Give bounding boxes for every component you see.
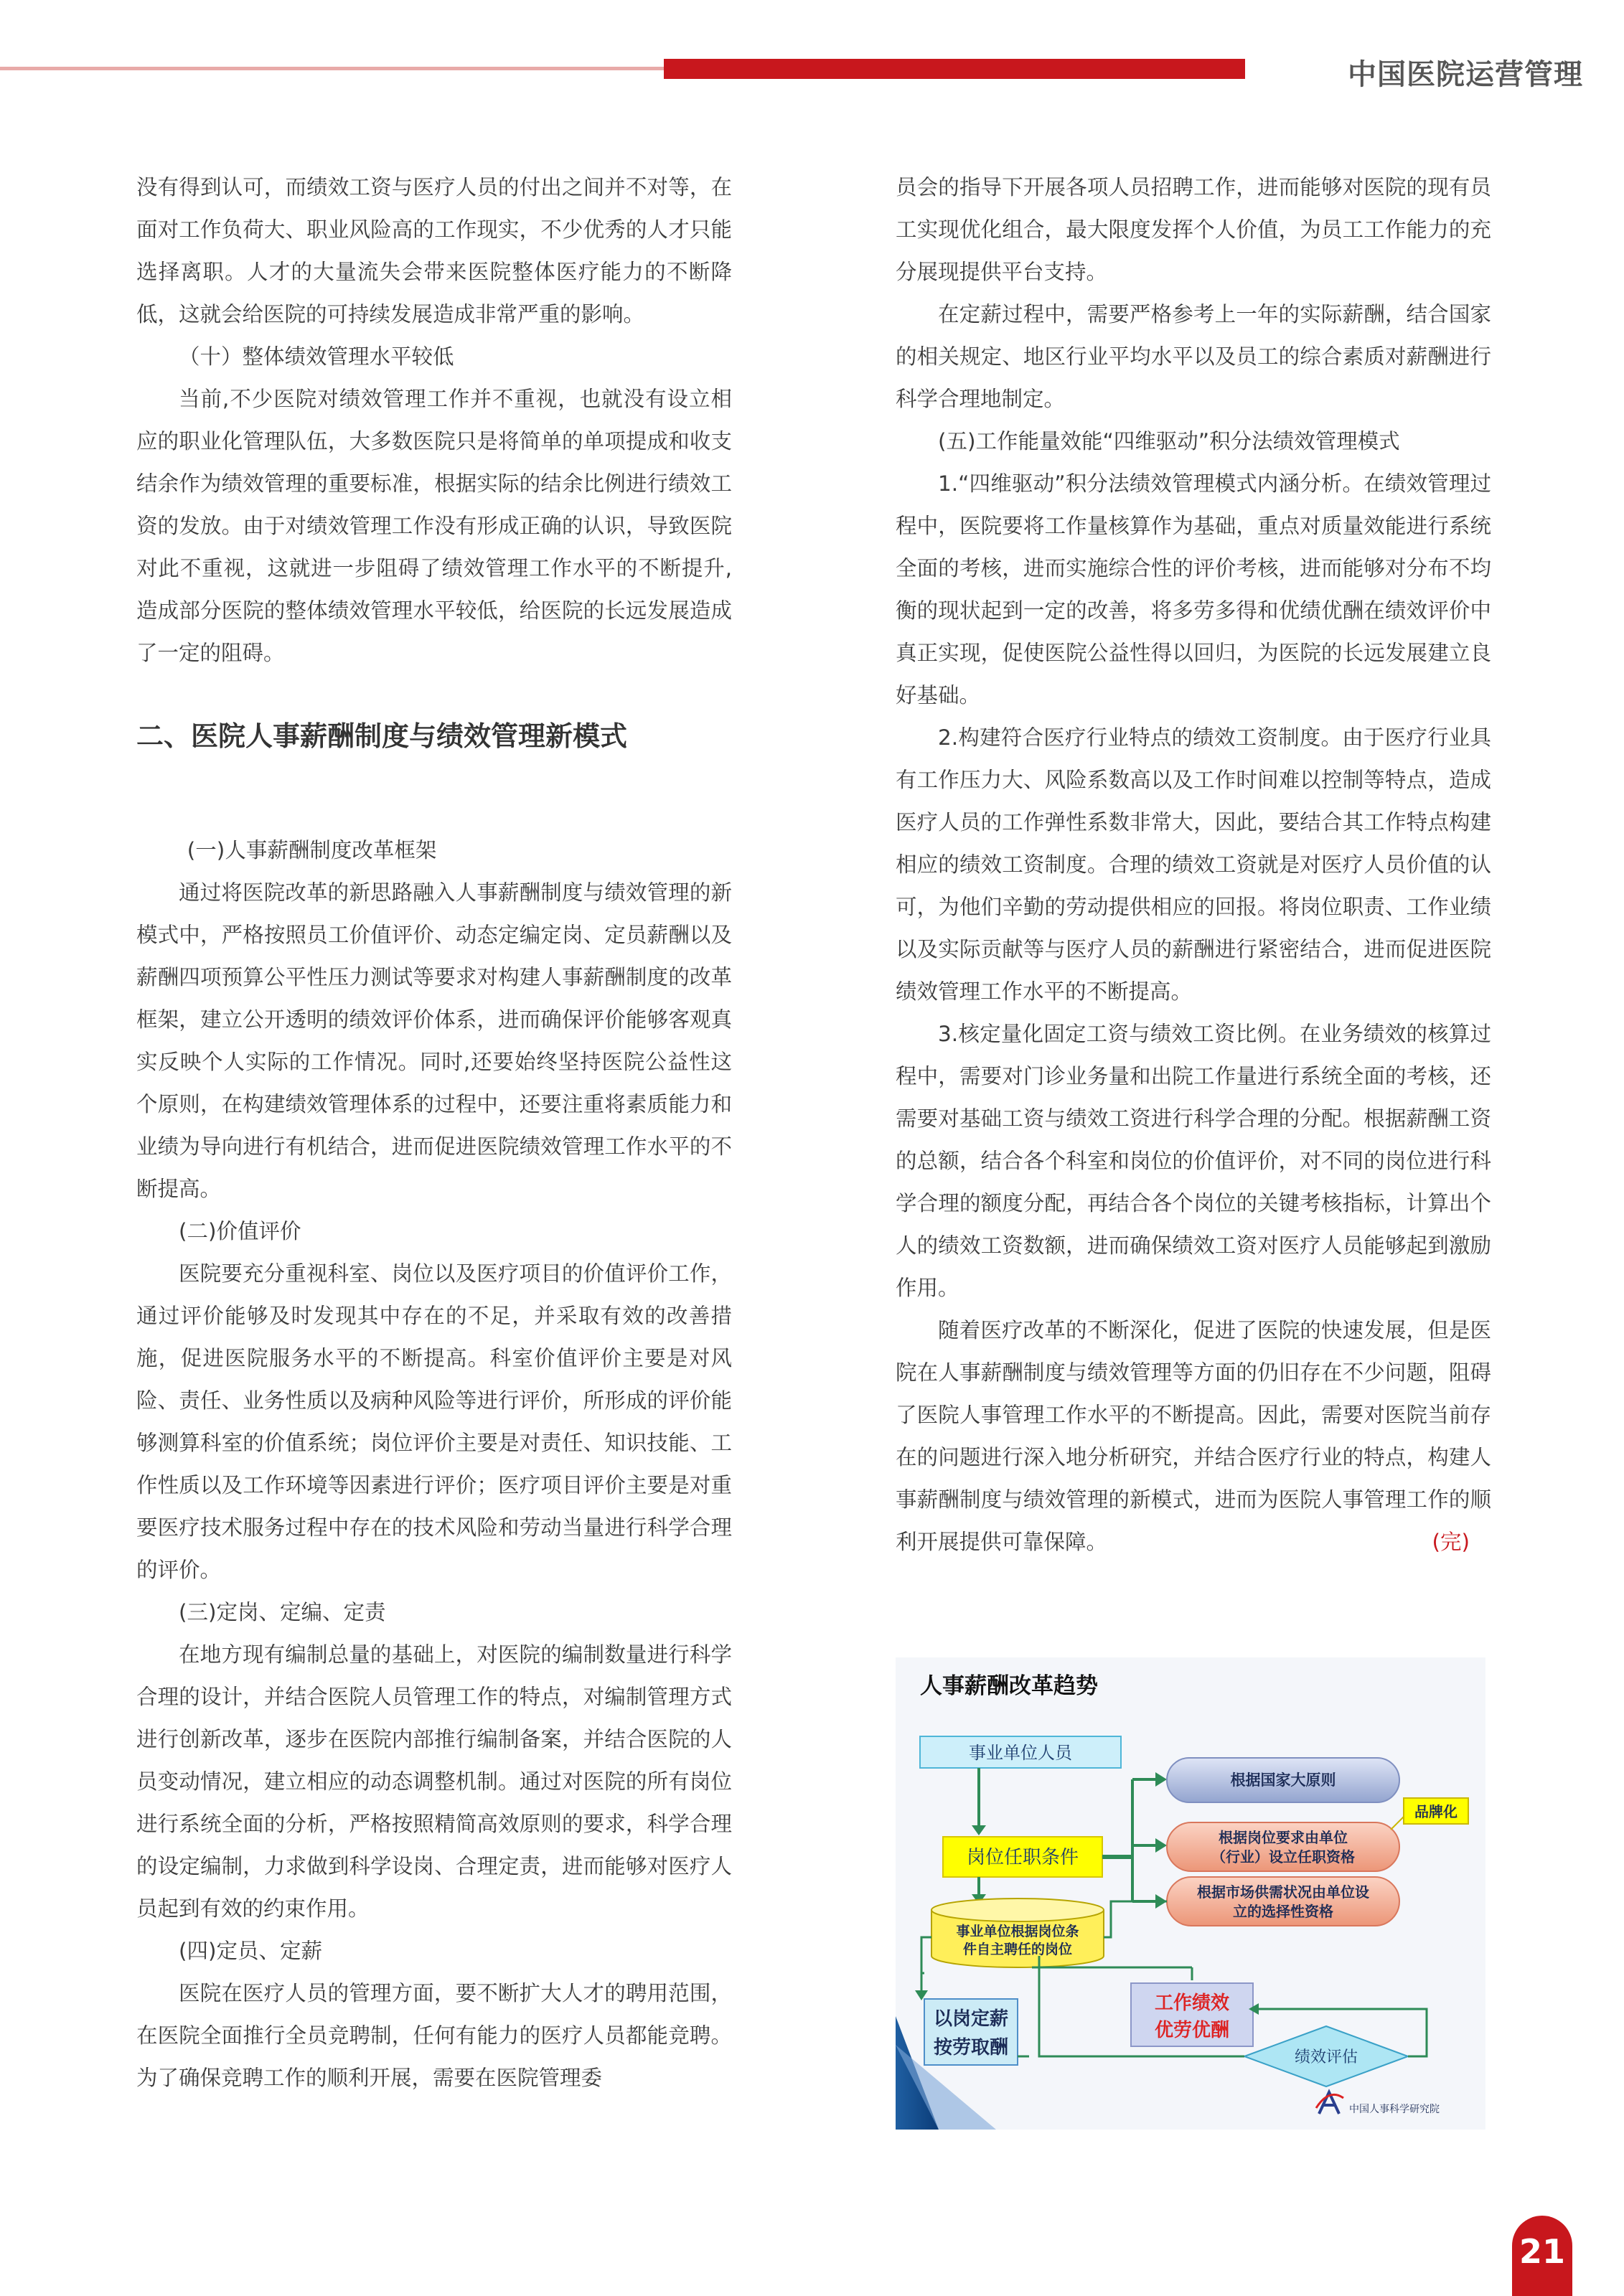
node-position-label-1: 事业单位根据岗位条 xyxy=(956,1924,1079,1939)
paragraph xyxy=(896,1309,1491,1563)
arrowhead xyxy=(1155,1838,1167,1853)
node-market-label-1: 根据市场供需状况由单位设 xyxy=(1197,1883,1369,1901)
paragraph: 当前,不少医院对绩效管理工作并不重视，也就没有设立相应的职业化管理队伍，大多数医院只是将简单的单项提成和收支结余作为绩效管理的重要标准，根据实际的结余比例进行绩效工资的发放。由于对绩效管理工作没有形成正确的认识，导致医院对此不重视，这就进一步阻碍了绩效管理工作水平的不断提升,造成部分医院的整体绩效管理水平较低，给医院的长远发展造成了一定的阻碍。 xyxy=(136,387,732,665)
section-heading: 二、医院人事薪酬制度与绩效管理新模式 xyxy=(136,720,628,752)
arrowhead xyxy=(1155,1772,1167,1787)
paragraph-text: 随着医疗改革的不断深化，促进了医院的快速发展，但是医院在人事薪酬制度与绩效管理等方面的仍旧存在不少问题，阻碍了医院人事管理工作水平的不断提高。因此，需要对医院当前存在的问题进行深入地分析研究，并结合医疗行业的特点，构建人事薪酬制度与绩效管理的新模式，进而为医院人事管理工作的顺利开展提供可靠保障。 xyxy=(896,1318,1491,1554)
paragraph: 员会的指导下开展各项人员招聘工作，进而能够对医院的现有员工实现优化组合，最大限度发挥个人价值，为员工工作能力的充分展现提供平台支持。 xyxy=(896,175,1491,284)
subheading: (五)工作能量效能“四维驱动”积分法绩效管理模式 xyxy=(938,429,1400,453)
journal-title: 中国医院运营管理 xyxy=(1348,58,1583,91)
node-pay-label-2: 按劳取酬 xyxy=(933,2037,1009,2059)
header-rule-thin xyxy=(0,67,664,70)
left-column xyxy=(136,166,732,2099)
connector xyxy=(1391,1817,1404,1830)
node-national-label: 根据国家大原则 xyxy=(1230,1772,1336,1789)
node-market-label-2: 立的选择性资格 xyxy=(1233,1903,1333,1920)
node-performance-label-2: 优劳优酬 xyxy=(1154,2020,1230,2041)
subheading: (四)定员、定薪 xyxy=(179,1939,323,1963)
node-requirements-label-1: 根据岗位要求由单位 xyxy=(1219,1829,1348,1846)
reform-trend-figure xyxy=(896,1657,1485,2130)
paragraph: 2.构建符合医疗行业特点的绩效工资制度。由于医疗行业具有工作压力大、风险系数高以及工作时间难以控制等特点，造成医疗人员的工作弹性系数非常大，因此，要结合其工作特点构建相应的绩效工资制度。合理的绩效工资就是对医疗人员价值的认可，为他们辛勤的劳动提供相应的回报。将岗位职责、工作业绩以及实际贡献等与医疗人员的薪酬进行紧密结合，进而促进医院绩效管理工作水平的不断提高。 xyxy=(896,725,1491,1004)
paragraph: 医院要充分重视科室、岗位以及医疗项目的价值评价工作，通过评价能够及时发现其中存在的不足，并采取有效的改善措施，促进医院服务水平的不断提高。科室价值评价主要是对风险、责任、业务性质以及病种风险等进行评价，所形成的评价能够测算科室的价值系统；岗位评价主要是对责任、知识技能、工作性质以及工作环境等因素进行评价；医疗项目评价主要是对重要医疗技术服务过程中存在的技术风险和劳动当量进行科学合理的评价。 xyxy=(136,1261,732,1582)
logo-text: 中国人事科学研究院 xyxy=(1349,2104,1440,2115)
header-rule-thick xyxy=(664,59,1245,79)
node-conditions-label: 岗位任职条件 xyxy=(966,1847,1079,1868)
paragraph: 在地方现有编制总量的基础上，对医院的编制数量进行科学合理的设计，并结合医院人员管理工作的特点，对编制管理方式进行创新改革，逐步在医院内部推行编制备案，并结合医院的人员变动情况，建立相应的动态调整机制。通过对医院的所有岗位进行系统全面的分析，严格按照精简高效原则的要求，科学合理的设定编制，力求做到科学设岗、合理定责，进而能够对医疗人员起到有效的约束作用。 xyxy=(136,1642,732,1921)
node-position-top xyxy=(931,1899,1104,1921)
arrowhead xyxy=(972,1825,986,1835)
subheading: (二)价值评价 xyxy=(179,1219,301,1243)
node-brand-label: 品牌化 xyxy=(1414,1803,1458,1820)
node-staff-label: 事业单位人员 xyxy=(969,1743,1072,1763)
paragraph: 1.“四维驱动”积分法绩效管理模式内涵分析。在绩效管理过程中，医院要将工作量核算作为基础，重点对质量效能进行系统全面的考核，进而实施综合性的评价考核，进而能够对分布不均衡的现状起到一定的改善，将多劳多得和优绩优酬在绩效评价中真正实现，促使医院公益性得以回归，为医院的长远发展建立良好基础。 xyxy=(896,471,1491,707)
paragraph: 医院在医疗人员的管理方面，要不断扩大人才的聘用范围，在医院全面推行全员竞聘制，任何有能力的医疗人员都能竞聘。为了确保竞聘工作的顺利开展，需要在医院管理委 xyxy=(136,1981,732,2090)
figure-title: 人事薪酬改革趋势 xyxy=(920,1673,1098,1699)
end-mark: (完) xyxy=(1432,1530,1470,1554)
node-pay-label-1: 以岗定薪 xyxy=(933,2008,1009,2030)
subheading: （十）整体绩效管理水平较低 xyxy=(179,344,454,369)
node-position-label-2: 件自主聘任的岗位 xyxy=(962,1942,1073,1957)
paragraph: 通过将医院改革的新思路融入人事薪酬制度与绩效管理的新模式中，严格按照员工价值评价、动态定编定岗、定员薪酬以及薪酬四项预算公平性压力测试等要求对构建人事薪酬制度的改革框架，建立公开透明的绩效评价体系，进而确保评价能够客观真实反映个人实际的工作情况。同时,还要始终坚持医院公益性这个原则，在构建绩效管理体系的过程中，还要注重将素质能力和业绩为导向进行有机结合，进而促进医院绩效管理工作水平的不断提高。 xyxy=(136,880,732,1201)
paragraph: 没有得到认可，而绩效工资与医疗人员的付出之间并不对等，在面对工作负荷大、职业风险高的工作现实，不少优秀的人才只能选择离职。人才的大量流失会带来医院整体医疗能力的不断降低，这就会给医院的可持续发展造成非常严重的影响。 xyxy=(136,175,732,326)
paragraph: 在定薪过程中，需要严格参考上一年的实际薪酬，结合国家的相关规定、地区行业平均水平以及员工的综合素质对薪酬进行科学合理地制定。 xyxy=(896,302,1491,411)
node-performance-label-1: 工作绩效 xyxy=(1154,1992,1230,2014)
logo-icon xyxy=(1316,2092,1343,2114)
page-number: 21 xyxy=(1512,2216,1572,2296)
reform-trend-diagram xyxy=(896,1657,1485,2130)
subheading: (一)人事薪酬制度改革框架 xyxy=(187,838,437,862)
subheading: (三)定岗、定编、定责 xyxy=(179,1600,386,1624)
node-requirements-label-2: （行业）设立任职资格 xyxy=(1211,1848,1355,1866)
right-column xyxy=(896,166,1491,1563)
connector xyxy=(921,1937,931,1973)
node-evaluation-label: 绩效评估 xyxy=(1294,2048,1358,2066)
paragraph: 3.核定量化固定工资与绩效工资比例。在业务绩效的核算过程中，需要对门诊业务量和出院工作量进行系统全面的考核，还需要对基础工资与绩效工资进行科学合理的分配。根据薪酬工资的总额，结合各个科室和岗位的价值评价，对不同的岗位进行科学合理的额度分配，再结合各个岗位的关键考核指标，计算出个人的绩效工资数额，进而确保绩效工资对医疗人员能够起到激励作用。 xyxy=(896,1022,1491,1300)
